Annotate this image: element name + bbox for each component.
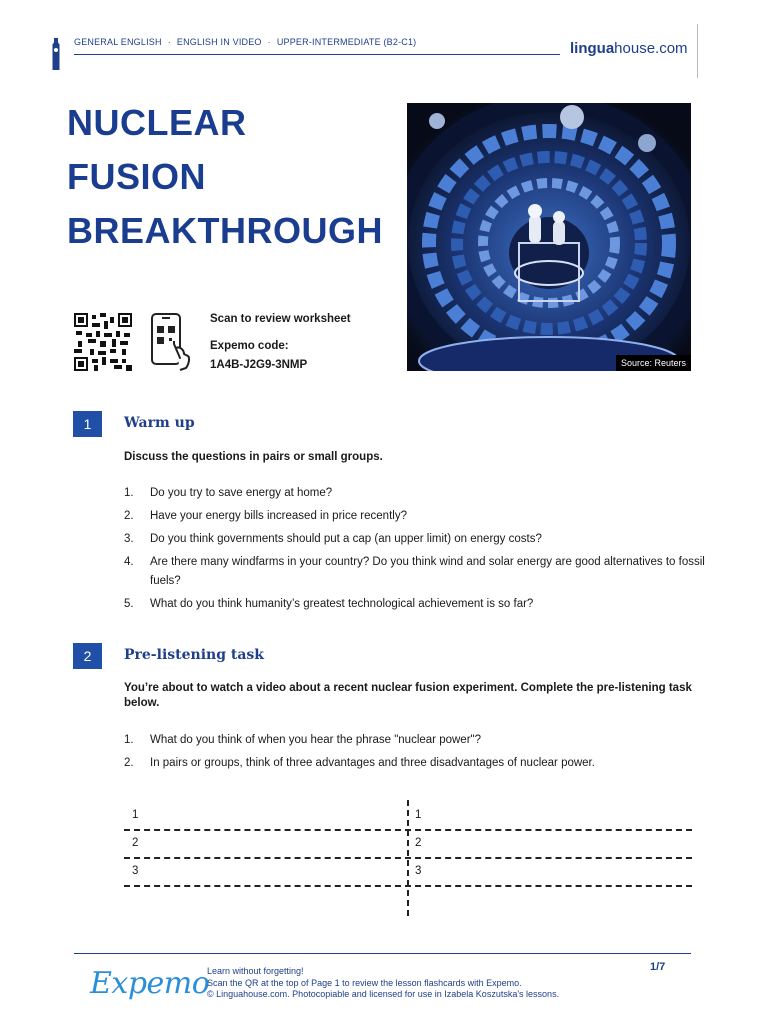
section-title-pre-listening: Pre-listening task [124, 647, 264, 663]
disadvantage-row-number: 3 [415, 865, 422, 877]
crumb-separator: · [267, 37, 271, 47]
section-number-box: 2 [73, 643, 102, 669]
photo-credit: Source: Reuters [616, 355, 691, 371]
list-item [124, 731, 708, 750]
crumb-general-english[interactable]: GENERAL ENGLISH [74, 37, 162, 47]
question-number: 5. [124, 598, 134, 610]
question-number: 1. [124, 487, 134, 499]
footer-instruction: Scan the QR at the top of Page 1 to review the lesson flashcards with Expemo. [207, 977, 522, 988]
advantages-disadvantages-table [124, 800, 692, 916]
crumb-level[interactable]: UPPER-INTERMEDIATE (B2-C1) [276, 37, 417, 47]
crumb-english-in-video[interactable]: ENGLISH IN VIDEO [176, 37, 262, 47]
list-item [124, 530, 708, 549]
advantage-row-number: 3 [132, 865, 139, 877]
big-ben-icon [50, 38, 62, 70]
question-number: 4. [124, 556, 134, 568]
section-instruction: You’re about to watch a video about a recent nuclear fusion experiment. Complete the pre-listening task below. [124, 682, 692, 709]
question-text: Have your energy bills increased in price recently? [150, 510, 407, 522]
list-item [124, 484, 708, 503]
advantage-row-number: 1 [132, 809, 139, 821]
table-row-line [124, 885, 692, 887]
footer-copyright: © Linguahouse.com. Photocopiable and licensed for use in Izabela Koszutska's lessons. [207, 989, 560, 999]
list-item [124, 754, 708, 773]
phone-scan-icon [150, 312, 192, 372]
section-title-warm-up: Warm up [124, 415, 195, 431]
question-text: What do you think of when you hear the phrase "nuclear power"? [150, 734, 482, 746]
fusion-chamber-illustration [407, 103, 691, 371]
advantage-row-number: 2 [132, 837, 139, 849]
page-number: 1/7 [650, 961, 666, 973]
expemo-code: 1A4B-J2G9-3NMP [210, 359, 308, 371]
question-number: 1. [124, 734, 134, 746]
list-item [124, 553, 708, 591]
header-vertical-divider [697, 24, 698, 78]
question-text: What do you think humanity’s greatest technological achievement is so far? [150, 598, 534, 610]
header-divider [74, 54, 560, 55]
question-number: 2. [124, 510, 134, 522]
title-line: FUSION [67, 156, 207, 197]
question-text: Do you try to save energy at home? [150, 487, 333, 499]
footer-text [207, 966, 559, 1001]
expemo-code-label: Expemo code: [210, 340, 289, 352]
page-title [67, 96, 397, 258]
brand-logo[interactable] [570, 40, 688, 57]
table-row-line [124, 857, 692, 859]
disadvantage-row-number: 2 [415, 837, 422, 849]
fusion-chamber-photo [407, 103, 691, 371]
crumb-separator: · [167, 37, 171, 47]
question-list [124, 484, 708, 618]
title-line: NUCLEAR [67, 102, 247, 143]
footer-tagline: Learn without forgetting! [207, 966, 304, 976]
question-text: In pairs or groups, think of three advantages and three disadvantages of nuclear power. [150, 757, 595, 769]
table-row-line [124, 829, 692, 831]
question-text: Are there many windfarms in your country? Do you think wind and solar energy are good alternatives to fossil fuels? [150, 556, 705, 587]
question-number: 2. [124, 757, 134, 769]
breadcrumb [74, 37, 416, 47]
question-text: Do you think governments should put a cap (an upper limit) on energy costs? [150, 533, 542, 545]
qr-code-icon[interactable] [73, 313, 133, 371]
scan-to-review-label: Scan to review worksheet [210, 313, 351, 325]
list-item [124, 507, 708, 526]
question-list [124, 731, 708, 777]
section-number-box: 1 [73, 411, 102, 437]
title-line: BREAKTHROUGH [67, 210, 383, 251]
expemo-logo[interactable]: Expemo [90, 966, 210, 1001]
list-item [124, 595, 708, 614]
footer-divider [74, 953, 691, 954]
section-instruction: Discuss the questions in pairs or small groups. [124, 451, 383, 463]
disadvantage-row-number: 1 [415, 809, 422, 821]
brand-logo-rest: house.com [614, 40, 688, 57]
question-number: 3. [124, 533, 134, 545]
brand-logo-bold: lingua [570, 40, 615, 57]
